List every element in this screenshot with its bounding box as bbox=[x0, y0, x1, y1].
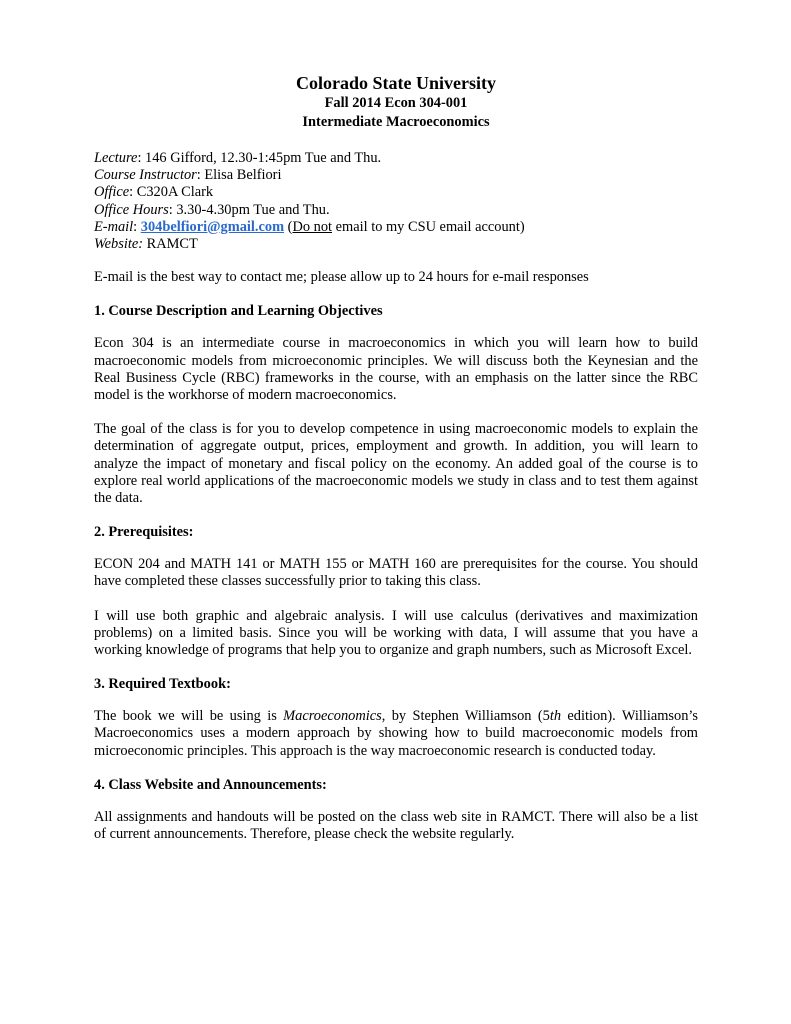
syllabus-page bbox=[94, 72, 698, 843]
textbook-text-b: , by Stephen Williamson (5 bbox=[381, 708, 550, 725]
section-course-description bbox=[94, 302, 698, 507]
textbook-text-a: The book we will be using is bbox=[94, 708, 284, 725]
document-header bbox=[94, 72, 698, 132]
section-heading: 2. Prerequisites: bbox=[94, 524, 194, 541]
instructor-value: : Elisa Belfiori bbox=[196, 167, 282, 184]
instructor-row bbox=[94, 167, 698, 184]
section-heading: 1. Course Description and Learning Objectives bbox=[94, 303, 383, 320]
course-title: Intermediate Macroeconomics bbox=[302, 114, 490, 130]
website-value: RAMCT bbox=[143, 236, 198, 253]
section-paragraph: All assignments and handouts will be posted on the class web site in RAMCT. There will also be a list of current announcements. Therefore, please check the website regularly. bbox=[94, 808, 698, 843]
email-row bbox=[94, 219, 698, 236]
email-note-rest: email to my CSU email account) bbox=[332, 218, 525, 235]
office-hours-row bbox=[94, 202, 698, 219]
website-row bbox=[94, 236, 698, 253]
section-paragraph: ECON 204 and MATH 141 or MATH 155 or MATH 160 are prerequisites for the course. You should have completed these classes successfully prior to taking this class. bbox=[94, 556, 698, 590]
email-link[interactable]: 304belfiori@gmail.com bbox=[140, 218, 285, 235]
email-note-emphasis: Do not bbox=[292, 218, 333, 235]
section-paragraph: Econ 304 is an intermediate course in macroeconomics in which you will learn how to build macroeconomic models from microeconomic principles. We will discuss both the Keynesian and the Real Business Cycle (RBC) frameworks in the course, with an emphasis on the latter since the RBC model is the workhorse of modern macroeconomics. bbox=[94, 335, 698, 404]
office-value: : C320A Clark bbox=[129, 184, 214, 201]
office-hours-value: : 3.30-4.30pm Tue and Thu. bbox=[168, 201, 330, 218]
office-row bbox=[94, 184, 698, 201]
section-paragraph bbox=[94, 708, 698, 760]
course-code: Fall 2014 Econ 304-001 bbox=[324, 95, 468, 111]
section-paragraph: I will use both graphic and algebraic analysis. I will use calculus (derivatives and maximization problems) on a limited basis. Since you will be working with data, I will assume that you have a working knowledge of programs that help you to organize and graph numbers, such as Microsoft Excel. bbox=[94, 607, 698, 659]
textbook-edition-suffix: th bbox=[549, 708, 562, 725]
lecture-value: : 146 Gifford, 12.30-1:45pm Tue and Thu. bbox=[137, 150, 382, 166]
textbook-text-c: edition). Williamson’s Macroeconomics uses a modern approach by showing how to build macroeconomic models from microeconomic principles. This approach is the way macroeconomic research is conducted today. bbox=[94, 708, 699, 759]
contact-note: E-mail is the best way to contact me; please allow up to 24 hours for e-mail responses bbox=[94, 269, 589, 286]
section-class-website bbox=[94, 776, 698, 843]
email-note-open: ( bbox=[284, 218, 293, 235]
university-title: Colorado State University bbox=[296, 73, 496, 93]
section-heading: 3. Required Textbook: bbox=[94, 676, 231, 693]
office-label: Office bbox=[94, 184, 130, 201]
section-prerequisites bbox=[94, 523, 698, 659]
section-required-textbook bbox=[94, 675, 698, 760]
instructor-label: Course Instructor bbox=[94, 167, 197, 184]
course-info bbox=[94, 150, 698, 253]
email-label: E-mail bbox=[94, 218, 134, 235]
email-separator: : bbox=[133, 218, 141, 235]
section-heading: 4. Class Website and Announcements: bbox=[94, 776, 327, 793]
lecture-label: Lecture bbox=[94, 150, 138, 166]
website-label: Website: bbox=[94, 236, 144, 253]
lecture-row bbox=[94, 150, 698, 167]
textbook-title: Macroeconomics bbox=[283, 708, 382, 725]
office-hours-label: Office Hours bbox=[94, 201, 169, 218]
section-paragraph: The goal of the class is for you to develop competence in using macroeconomic models to explain the determination of aggregate output, prices, employment and growth. In addition, you will learn to analyze the impact of monetary and fiscal policy on the economy. An added goal of the course is to explore real world applications of the macroeconomic models we study in class and to test them against the data. bbox=[94, 421, 698, 507]
